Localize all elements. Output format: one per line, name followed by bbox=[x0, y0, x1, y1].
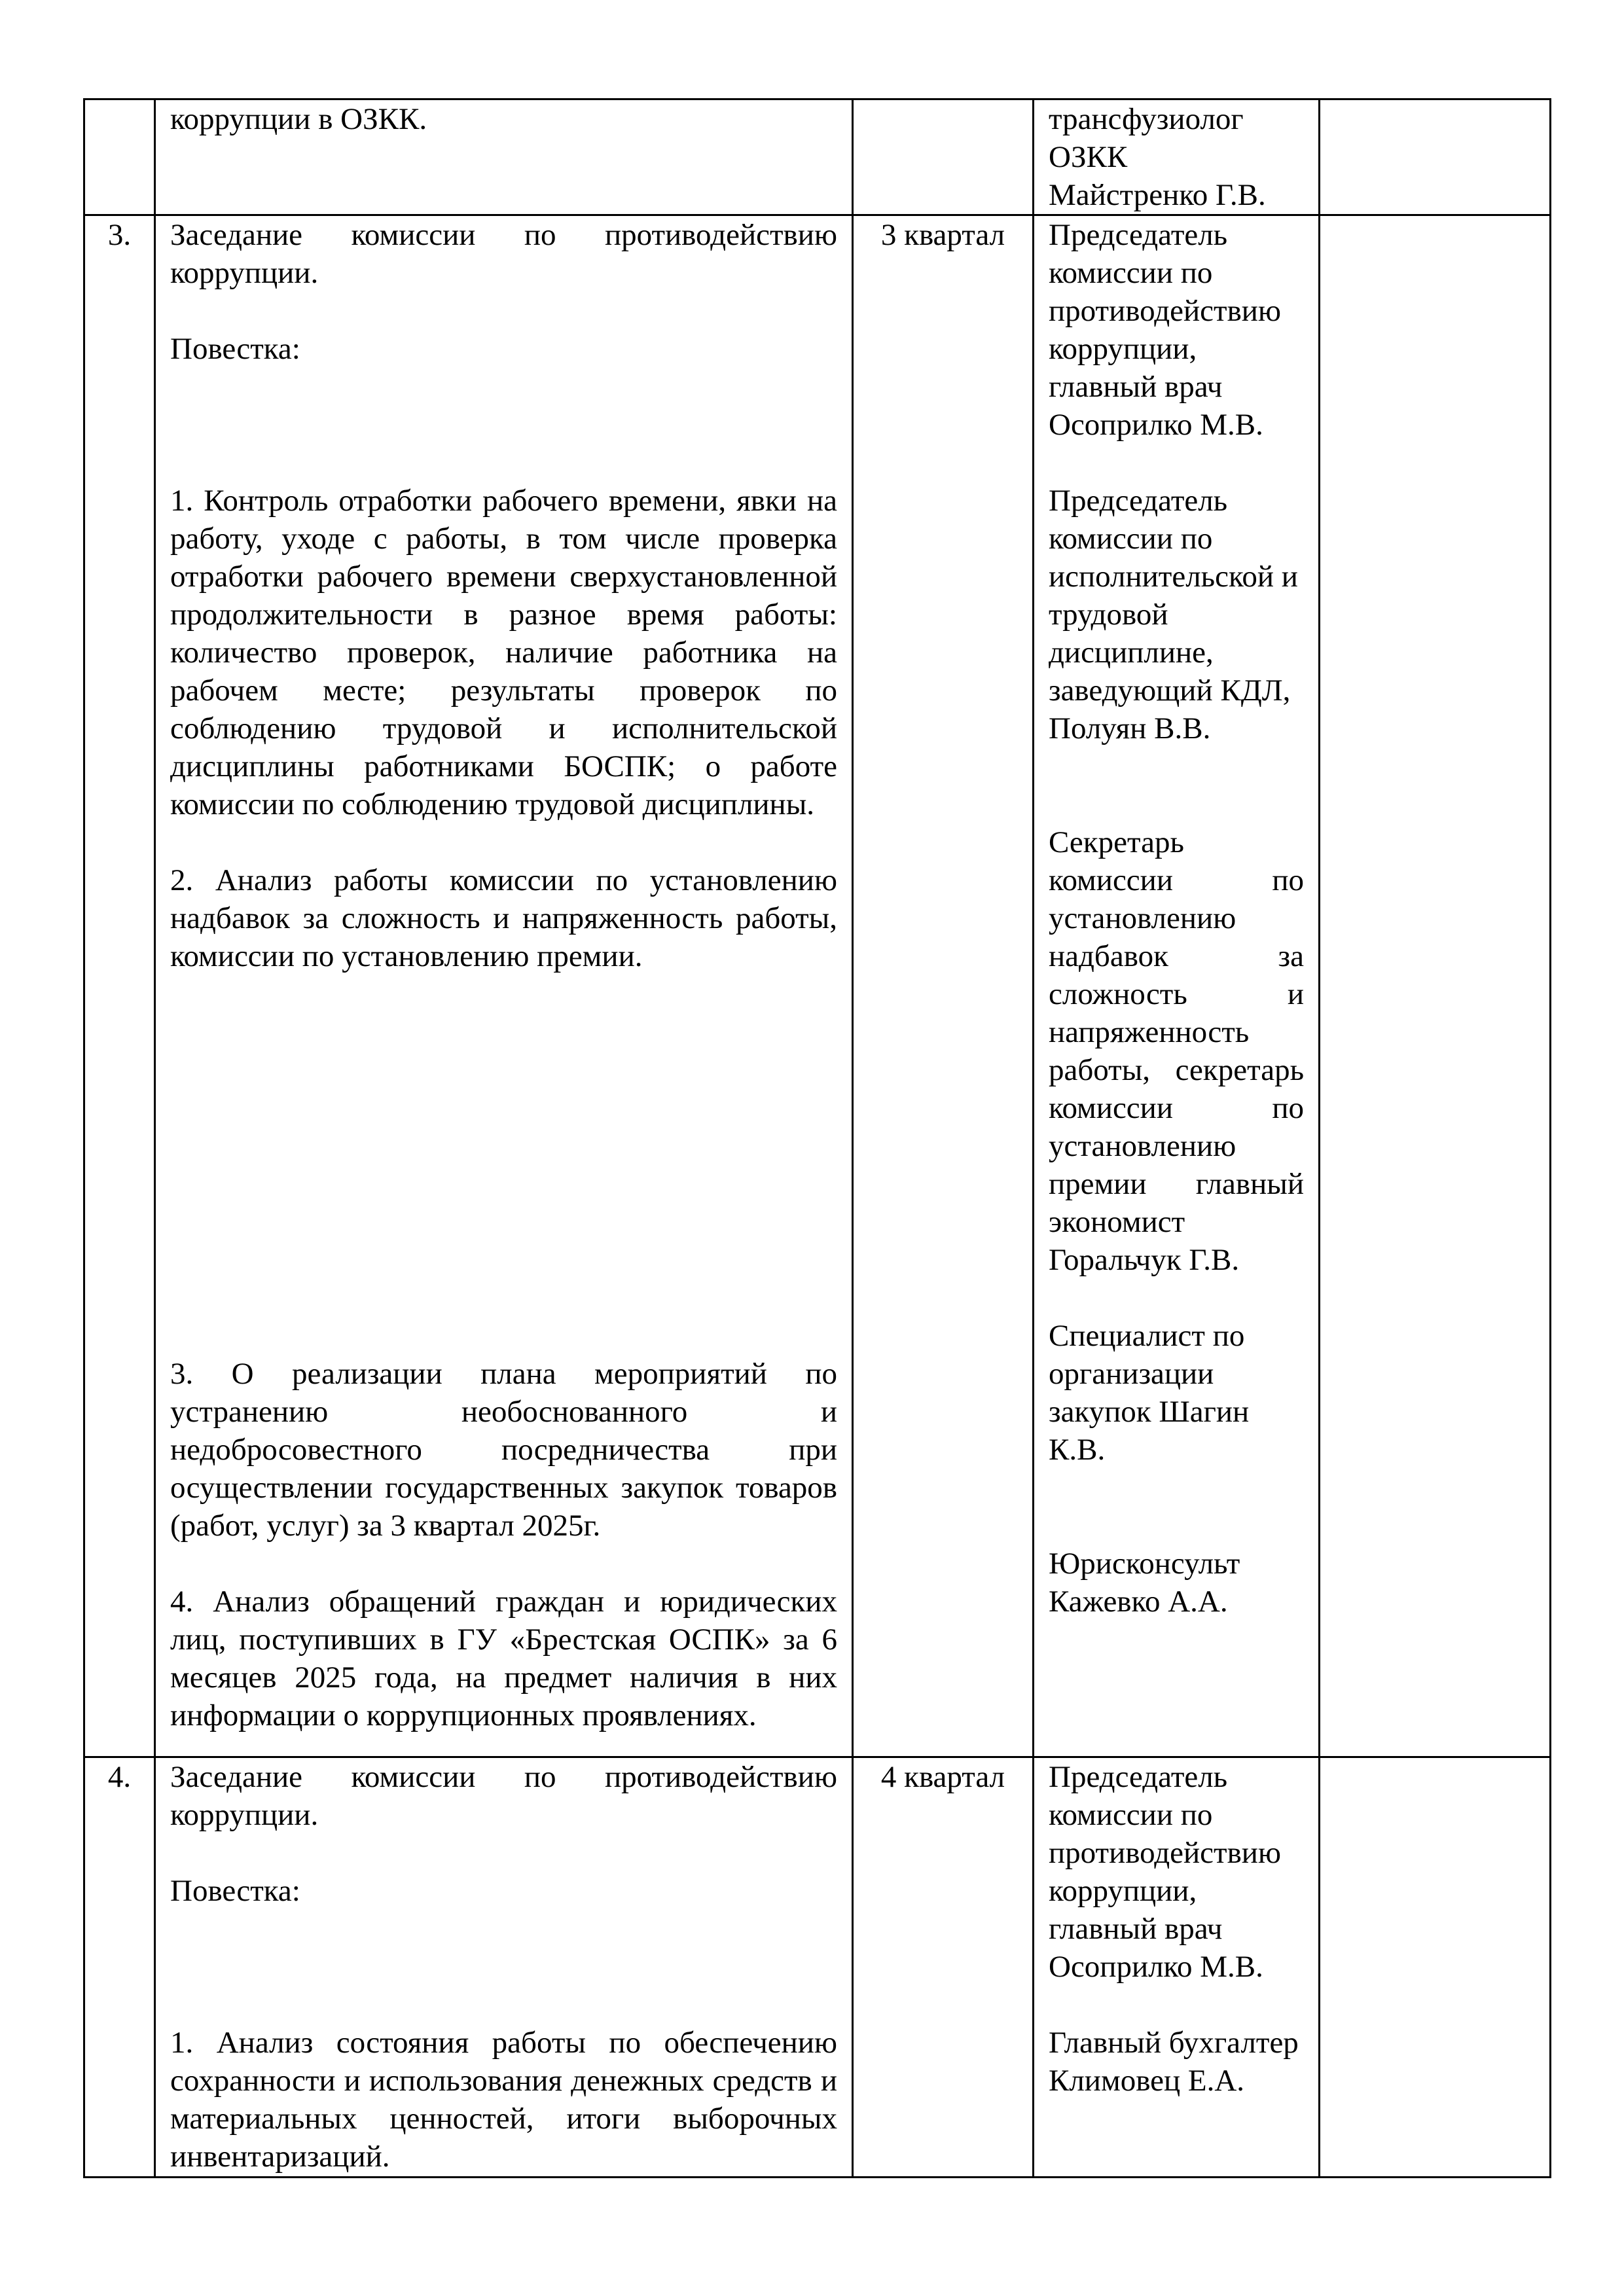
responsible-item: Председатель комиссии по исполнительской и трудовой дисциплине, заведующий КДЛ, Полуян В.В. bbox=[1049, 484, 1298, 745]
row-period: 4 квартал bbox=[853, 1757, 1034, 2178]
agenda-label: Повестка: bbox=[170, 1874, 300, 1908]
row-note bbox=[1320, 215, 1551, 1757]
responsible-head: Председатель комиссии по противодействию коррупции, главный врач Осоприлко М.В. bbox=[1049, 1760, 1282, 1984]
row-responsible bbox=[1034, 99, 1320, 215]
plan-table bbox=[83, 98, 1551, 2178]
row-period bbox=[853, 99, 1034, 215]
meeting-title: Заседание комиссии по противодействию коррупции. bbox=[170, 1760, 837, 1832]
row-responsible bbox=[1034, 1757, 1320, 2178]
row-note bbox=[1320, 99, 1551, 215]
row-note bbox=[1320, 1757, 1551, 2178]
row-number: 3. bbox=[84, 215, 155, 1757]
row-content bbox=[155, 99, 853, 215]
row-content bbox=[155, 215, 853, 1757]
responsible-head: Председатель комиссии по противодействию коррупции, главный врач Осоприлко М.В. bbox=[1049, 218, 1282, 442]
meeting-title: Заседание комиссии по противодействию коррупции. bbox=[170, 218, 837, 290]
agenda-item: 3. О реализации плана мероприятий по устранению необоснованного и недобросовестного посредничества при осуществлении государственных закупок товаров (работ, услуг) за 3 квартал 2025г. bbox=[170, 1357, 837, 1543]
agenda-item: 1. Анализ состояния работы по обеспечению сохранности и использования денежных средств и материальных ценностей, итоги выборочных инвентаризаций. bbox=[170, 2026, 837, 2174]
table-row bbox=[84, 99, 1551, 215]
responsible-line: Майстренко Г.В. bbox=[1049, 178, 1266, 212]
table-row bbox=[84, 1757, 1551, 2178]
responsible-item: Специалист по организации закупок Шагин К.В. bbox=[1049, 1319, 1250, 1467]
agenda-item: 1. Контроль отработки рабочего времени, явки на работу, уходе с работы, в том числе проверка отработки рабочего времени сверхустановленной продолжительности в разное время работы: количество проверок, наличие работника на рабочем месте; результаты проверок по соблюдению трудовой и исполнительской дисциплины работниками БОСПК; о работе комиссии по соблюдению трудовой дисциплины. bbox=[170, 484, 837, 821]
row-period: 3 квартал bbox=[853, 215, 1034, 1757]
responsible-item: Главный бухгалтер Климовец Е.А. bbox=[1049, 2026, 1299, 2098]
row-content bbox=[155, 1757, 853, 2178]
agenda-item: 4. Анализ обращений граждан и юридических лиц, поступивших в ГУ «Брестская ОСПК» за 6 месяцев 2025 года, на предмет наличия в них информации о коррупционных проявлениях. bbox=[170, 1585, 837, 1732]
responsible-line: ОЗКК bbox=[1049, 140, 1128, 174]
row-responsible bbox=[1034, 215, 1320, 1757]
responsible-item: Секретарь комиссии по установлению надбавок за сложность и напряженность работы, секретарь комиссии по установлению премии главный экономист Горальчук Г.В. bbox=[1049, 825, 1304, 1277]
table-row bbox=[84, 215, 1551, 1757]
row-number bbox=[84, 99, 155, 215]
row-number: 4. bbox=[84, 1757, 155, 2178]
agenda-label: Повестка: bbox=[170, 332, 300, 366]
content-line: коррупции в ОЗКК. bbox=[170, 102, 427, 136]
responsible-item: Юрисконсульт Кажевко А.А. bbox=[1049, 1547, 1240, 1619]
agenda-item: 2. Анализ работы комиссии по установлению надбавок за сложность и напряженность работы, комиссии по установлению премии. bbox=[170, 863, 837, 973]
responsible-line: трансфузиолог bbox=[1049, 102, 1244, 136]
